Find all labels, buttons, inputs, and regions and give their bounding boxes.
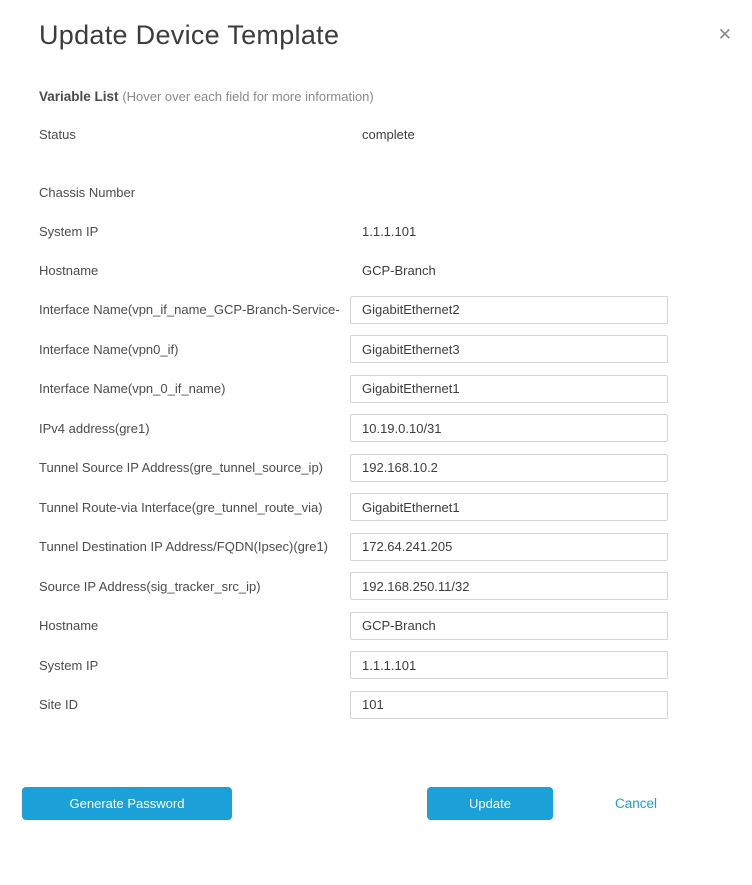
variable-list-hint: (Hover over each field for more information) [122,89,374,104]
field-label: Interface Name(vpn_0_if_name) [39,381,226,397]
field-input-wrap [350,296,668,324]
ipv4-address-gre1-input[interactable] [350,414,668,442]
field-row-tunnel-destination-ip [0,527,752,567]
update-device-template-dialog [0,20,752,820]
update-button[interactable]: Update [427,787,553,820]
field-row-interface-name-vpn-0-if-name [0,369,752,409]
field-row-site-id [0,685,752,725]
field-row-hostname [0,251,752,290]
field-label: Hostname [39,618,99,634]
field-input-wrap [350,651,668,679]
field-value: GCP-Branch [362,263,436,279]
field-label: Tunnel Source IP Address(gre_tunnel_source_ip) [39,460,324,476]
input-fields [0,290,752,725]
field-label: System IP [39,224,99,240]
field-row-chassis-number [0,173,752,212]
field-row-source-ip-address [0,567,752,607]
hostname-input[interactable] [350,612,668,640]
field-input-wrap [350,454,668,482]
field-input-wrap [350,493,668,521]
field-label: Tunnel Route-via Interface(gre_tunnel_route_via) [39,499,323,515]
page-title: Update Device Template [39,20,340,50]
generate-password-button[interactable]: Generate Password [22,787,232,820]
field-input-wrap [350,335,668,363]
field-label: IPv4 address(gre1) [39,420,150,436]
variable-list-header [39,89,752,105]
field-input-wrap [350,612,668,640]
tunnel-destination-ip-input[interactable] [350,533,668,561]
source-ip-address-input[interactable] [350,572,668,600]
field-label: Status [39,127,76,143]
field-row-tunnel-source-ip [0,448,752,488]
field-input-wrap [350,414,668,442]
field-row-hostname-input [0,606,752,646]
field-label: Tunnel Destination IP Address/FQDN(Ipsec)(gre1) [39,539,329,555]
field-row-tunnel-route-via [0,488,752,528]
static-fields [0,115,752,290]
site-id-input[interactable] [350,691,668,719]
field-label: Interface Name(vpn0_if) [39,341,179,357]
field-input-wrap [350,375,668,403]
tunnel-source-ip-input[interactable] [350,454,668,482]
field-input-wrap [350,533,668,561]
field-input-wrap [350,572,668,600]
interface-name-vpn-0-if-name-input[interactable] [350,375,668,403]
interface-name-vpn0-if-input[interactable] [350,335,668,363]
cancel-button[interactable]: Cancel [609,795,663,812]
close-icon[interactable]: ✕ [714,22,736,47]
field-row-interface-name-service [0,290,752,330]
tunnel-route-via-input[interactable] [350,493,668,521]
field-row-status [0,115,752,154]
field-row-system-ip-input [0,646,752,686]
field-row-system-ip [0,212,752,251]
dialog-footer [0,787,752,820]
system-ip-input[interactable] [350,651,668,679]
field-label: System IP [39,657,99,673]
field-value: complete [362,127,415,143]
field-value: 1.1.1.101 [362,224,417,240]
field-label: Site ID [39,697,79,713]
field-input-wrap [350,691,668,719]
field-label: Source IP Address(sig_tracker_src_ip) [39,578,261,594]
variable-list-heading: Variable List [39,89,119,104]
field-label: Hostname [39,263,99,279]
field-row-interface-name-vpn0-if [0,330,752,370]
field-label: Chassis Number [39,185,136,201]
interface-name-service-input[interactable] [350,296,668,324]
field-label: Interface Name(vpn_if_name_GCP-Branch-Service- [39,302,340,318]
field-row-ipv4-address-gre1 [0,409,752,449]
